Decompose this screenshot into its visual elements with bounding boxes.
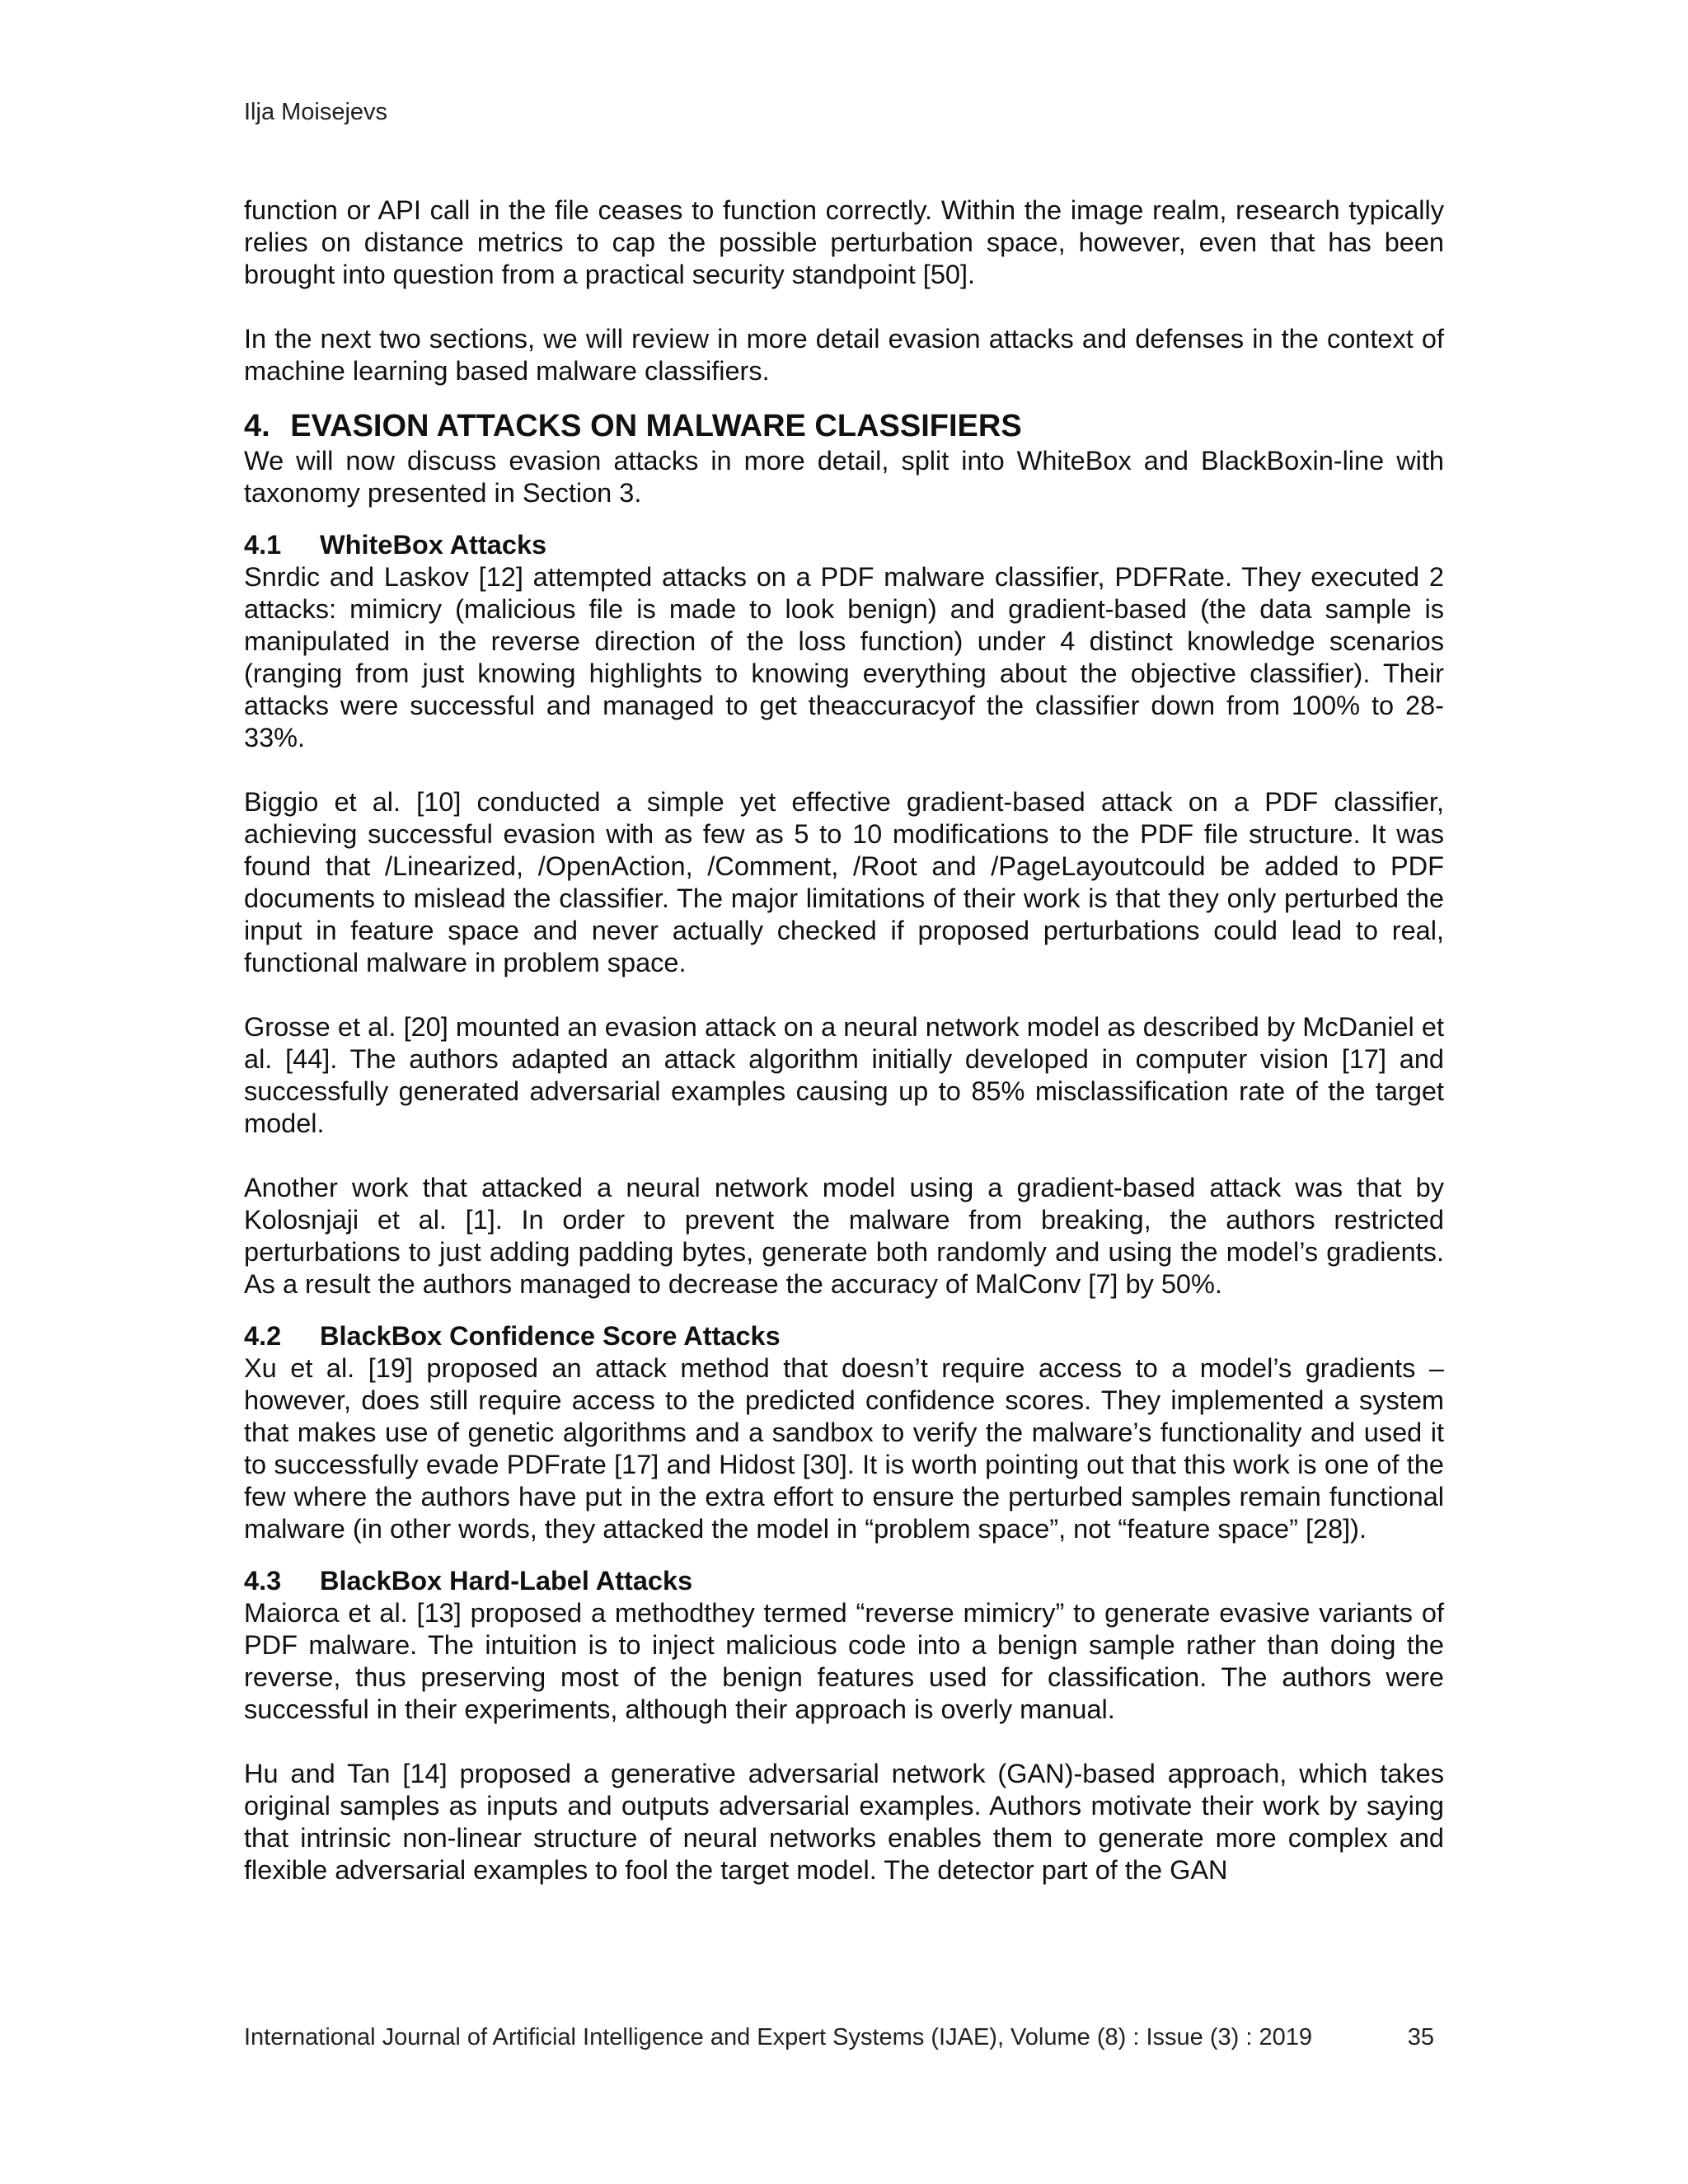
section-4-1-paragraph-4: Another work that attacked a neural network model using a gradient-based attack was that by Kolosnjaji et al. [1]. In order to prevent the malware from breaking, the authors restricted perturbations to just adding padding bytes, generate both randomly and using the model’s gradients. As a result the authors managed to decrease the accuracy of MalConv [7] by 50%.: [244, 1173, 1444, 1299]
section-4-number: 4.: [244, 409, 270, 443]
section-4-1-title: WhiteBox Attacks: [320, 530, 547, 560]
section-4-heading: [244, 407, 1444, 445]
section-4-1-paragraph-2: Biggio et al. [10] conducted a simple yet effective gradient-based attack on a PDF classifier, achieving successful evasion with as few as 5 to 10 modifications to the PDF file structure. It was found that /Linearized, /OpenAction, /Comment, /Root and /PageLayoutcould be added to PDF documents to mislead the classifier. The major limitations of their work is that they only perturbed the input in feature space and never actually checked if proposed perturbations could lead to real, functional malware in problem space.: [244, 787, 1444, 977]
section-4-2-title: BlackBox Confidence Score Attacks: [320, 1321, 781, 1351]
body-content: [244, 194, 1444, 1886]
section-4-2-number: 4.2: [244, 1321, 282, 1351]
section-4-1-paragraph-3: Grosse et al. [20] mounted an evasion attack on a neural network model as described by McDaniel et al. [44]. The authors adapted an attack algorithm initially developed in computer vision [17] and successfully generated adversarial examples causing up to 85% misclassification rate of the target model.: [244, 1012, 1444, 1138]
section-4-2-heading: [244, 1320, 1444, 1352]
section-4-3-heading: [244, 1565, 1444, 1597]
page-footer: [244, 2022, 1444, 2052]
section-4-3-paragraph-2: Hu and Tan [14] proposed a generative adversarial network (GAN)-based approach, which takes original samples as inputs and outputs adversarial examples. Authors motivate their work by saying that intrinsic non-linear structure of neural networks enables them to generate more complex and flexible adversarial examples to fool the target model. The detector part of the GAN: [244, 1759, 1444, 1885]
section-4-3-number: 4.3: [244, 1566, 282, 1596]
section-4-1-heading: [244, 529, 1444, 561]
section-4-1-number: 4.1: [244, 530, 282, 560]
section-4-intro: We will now discuss evasion attacks in more detail, split into WhiteBox and BlackBoxin-line with taxonomy presented in Section 3.: [244, 446, 1444, 508]
running-head-author: Ilja Moisejevs: [244, 99, 388, 125]
intro-paragraph-1: function or API call in the file ceases to function correctly. Within the image realm, research typically relies on distance metrics to cap the possible perturbation space, however, even that has been brought into question from a practical security standpoint [50].: [244, 195, 1444, 289]
section-4-3-title: BlackBox Hard-Label Attacks: [320, 1566, 693, 1596]
section-4-2-paragraph-1: Xu et al. [19] proposed an attack method that doesn’t require access to a model’s gradients – however, does still require access to the predicted confidence scores. They implemented a system that makes use of genetic algorithms and a sandbox to verify the malware’s functionality and used it to successfully evade PDFrate [17] and Hidost [30]. It is worth pointing out that this work is one of the few where the authors have put in the extra effort to ensure the perturbed samples remain functional malware (in other words, they attacked the model in “problem space”, not “feature space” [28]).: [244, 1353, 1444, 1544]
section-4-3-paragraph-1: Maiorca et al. [13] proposed a methodthey termed “reverse mimicry” to generate evasive variants of PDF malware. The intuition is to inject malicious code into a benign sample rather than doing the reverse, thus preserving most of the benign features used for classification. The authors were successful in their experiments, although their approach is overly manual.: [244, 1598, 1444, 1724]
intro-paragraph-2: In the next two sections, we will review in more detail evasion attacks and defenses in the context of machine learning based malware classifiers.: [244, 324, 1444, 386]
section-4-1-paragraph-1: Snrdic and Laskov [12] attempted attacks on a PDF malware classifier, PDFRate. They executed 2 attacks: mimicry (malicious file is made to look benign) and gradient-based (the data sample is manipulated in the reverse direction of the loss function) under 4 distinct knowledge scenarios (ranging from just knowing highlights to knowing everything about the objective classifier). Their attacks were successful and managed to get theaccuracyof the classifier down from 100% to 28-33%.: [244, 562, 1444, 752]
section-4-title: EVASION ATTACKS ON MALWARE CLASSIFIERS: [290, 409, 1022, 443]
page-number: 35: [1407, 2024, 1434, 2050]
footer-journal-citation: International Journal of Artificial Intelligence and Expert Systems (IJAE), Volume (8) : Issue (3) : 2019: [244, 2024, 1312, 2050]
